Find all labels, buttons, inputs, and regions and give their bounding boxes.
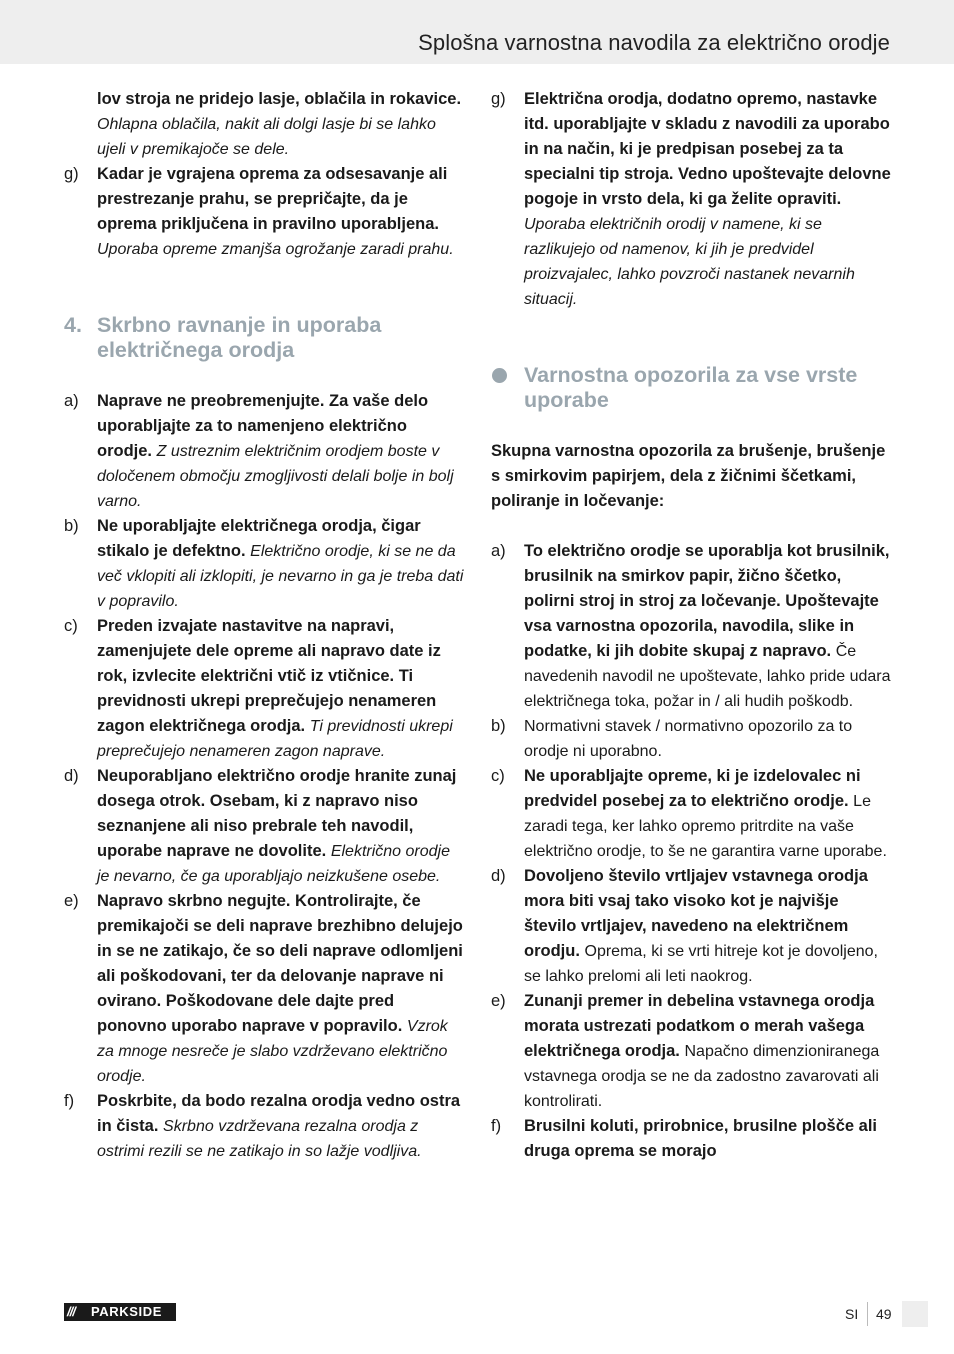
section-heading-general xyxy=(491,363,893,413)
list-item-continued xyxy=(64,87,464,162)
list-item-d xyxy=(64,764,464,889)
list-item-c xyxy=(491,764,893,864)
item-explanation: Z ustreznim električnim orodjem boste v določenem območju zmogljivosti delali bolje in bolj varno. xyxy=(97,443,454,510)
list-item-c xyxy=(64,614,464,764)
item-explanation: Električno orodje, ki se ne da več vklopiti ali izklopiti, je nevarno in ga je treba dati v popravilo. xyxy=(97,543,464,610)
item-label: e) xyxy=(64,892,79,910)
item-label: a) xyxy=(64,392,79,410)
lead-paragraph: Skupna varnostna opozorila za brušenje, brušenje s smirkovim papirjem, dela z žičnimi ščetkami, poliranje in ločevanje: xyxy=(491,442,886,510)
section-title: Skrbno ravnanje in uporaba električnega orodja xyxy=(97,313,382,362)
item-explanation: Uporaba opreme zmanjša ogrožanje zaradi prahu. xyxy=(97,241,454,258)
item-bold-text: To električno orodje se uporablja kot brusilnik, brusilnik na smirkov papir, žično ščetko, polirni stroj in stroj za ločevanje. Upoštevajte vsa varnostna opozorila, navodila, slike in podatke, ki jih dobite skupaj z napravo. xyxy=(524,542,890,660)
item-label: b) xyxy=(491,717,506,735)
list-item-e xyxy=(491,989,893,1114)
item-label: a) xyxy=(491,542,506,560)
list-item-f xyxy=(491,1114,893,1164)
list-item-a xyxy=(491,539,893,714)
list-item-d xyxy=(491,864,893,989)
item-label: d) xyxy=(64,767,79,785)
item-explanation: Ohlapna oblačila, nakit ali dolgi lasje bi se lahko ujeli v premikajoče se dele. xyxy=(97,116,436,158)
item-label: d) xyxy=(491,867,506,885)
item-explanation: Napačno dimenzioniranega vstavnega orodja se ne da zadostno zavarovati ali kontrolirati. xyxy=(524,1043,880,1110)
logo-slashes-icon: /// xyxy=(67,1304,75,1319)
list-item-b xyxy=(64,514,464,614)
section-number: 4. xyxy=(64,313,82,337)
list-item-e xyxy=(64,889,464,1089)
item-bold-text: Kadar je vgrajena oprema za odsesavanje ali prestrezanje prahu, se prepričajte, da je oprema priključena in pravilno uporabljena. xyxy=(97,165,448,233)
item-label: c) xyxy=(491,767,505,785)
item-bold-text: Ne uporabljajte električnega orodja, čigar stikalo je defektno. xyxy=(97,517,421,560)
list-item-g xyxy=(491,87,893,312)
item-explanation: Električno orodje je nevarno, če ga uporabljajo neizkušene osebe. xyxy=(97,843,450,885)
item-bold-text: Električna orodja, dodatno opremo, nastavke itd. uporabljajte v skladu z navodili za uporabo in na način, ki je predpisan posebej za ta specialni tip stroja. Vedno upoštevajte delovne pogoje in vrsto dela, ki ga želite opraviti. xyxy=(524,90,891,208)
header-band xyxy=(0,0,954,64)
section-title: Varnostna opozorila za vse vrste uporabe xyxy=(524,363,858,412)
item-bold-text: Napravo skrbno negujte. Kontrolirajte, če premikajoči se deli naprave brezhibno delujejo in se ne zatikajo, če so deli naprave odlomljeni ali poškodovani, ter da delovanje naprave ni ovirano. Poškodovane dele dajte pred ponovno uporabo naprave v popravilo. xyxy=(97,892,463,1035)
item-label: c) xyxy=(64,617,78,635)
item-explanation: Vzrok za mnoge nesreče je slabo vzdrževano električno orodje. xyxy=(97,1018,448,1085)
parkside-logo xyxy=(64,1303,176,1321)
logo-text: PARKSIDE xyxy=(91,1304,163,1319)
footer-divider xyxy=(867,1302,868,1326)
general-warnings-list xyxy=(491,539,893,1164)
list-item-b xyxy=(491,714,893,764)
item-bold-text: Brusilni koluti, prirobnice, brusilne plošče ali druga oprema se morajo xyxy=(524,1117,877,1160)
list-item-a xyxy=(64,389,464,514)
item-label: e) xyxy=(491,992,506,1010)
section-4-list xyxy=(64,389,464,1164)
section-heading-4 xyxy=(64,313,464,363)
item-explanation: Ti previdnosti ukrepi preprečujejo nenameren zagon naprave. xyxy=(97,718,453,760)
list-item-g xyxy=(64,162,464,262)
item-label: g) xyxy=(491,90,506,108)
item-label: f) xyxy=(491,1117,502,1135)
left-column xyxy=(64,87,464,1164)
item-label: g) xyxy=(64,165,79,183)
list-item-f xyxy=(64,1089,464,1164)
footer-tab-marker xyxy=(902,1301,928,1327)
bullet-circle-icon xyxy=(492,368,507,383)
item-bold-text: Ne uporabljajte opreme, ki je izdelovalec ni predvidel posebej za to električno orodje. xyxy=(524,767,861,810)
item-label: f) xyxy=(64,1092,75,1110)
item-bold-text: Naprave ne preobremenjujte. Za vaše delo uporabljajte za to namenjeno električno orodje. xyxy=(97,392,429,460)
item-bold-text: lov stroja ne pridejo lasje, oblačila in rokavice. xyxy=(97,90,462,108)
item-bold-text: Preden izvajate nastavitve na napravi, zamenjujete dele opreme ali napravo date iz rok, izvlecite električni vtič iz vtičnice. Ti previdnosti ukrepi preprečujejo nenameren zagon električnega orodja. xyxy=(97,617,441,735)
item-label: b) xyxy=(64,517,79,535)
item-bold-text: Neuporabljano električno orodje hranite zunaj dosega otrok. Osebam, ki z napravo niso seznanjene ali niso prebrale teh navodil, uporabe naprave ne dovolite. xyxy=(97,767,457,860)
language-code: SI xyxy=(845,1306,859,1322)
page-header-title: Splošna varnostna navodila za električno orodje xyxy=(418,30,890,55)
item-bold-text: Poskrbite, da bodo rezalna orodja vedno ostra in čista. xyxy=(97,1092,461,1135)
item-explanation: Oprema, ki se vrti hitreje kot je dovoljeno, se lahko prelomi ali leti naokrog. xyxy=(524,943,878,985)
item-explanation: Normativni stavek / normativno opozorilo za to orodje ni uporabno. xyxy=(524,718,853,760)
item-bold-text: Zunanji premer in debelina vstavnega orodja morata ustrezati podatkom o merah vašega električnega orodja. xyxy=(524,992,875,1060)
item-explanation: Le zaradi tega, ker lahko opremo pritrdite na vaše električno orodje, to še ne garantira varne uporabe. xyxy=(524,793,887,860)
item-bold-text: Dovoljeno število vrtljajev vstavnega orodja mora biti vsaj tako visoko kot je najvišje število vrtljajev, navedeno na električnem orodju. xyxy=(524,867,868,960)
page-number: 49 xyxy=(876,1306,892,1322)
item-explanation: Skrbno vzdrževana rezalna orodja z ostrimi rezili se ne zatikajo in so lažje vodljiva. xyxy=(97,1118,422,1160)
right-column xyxy=(491,87,893,1164)
item-explanation: Če navedenih navodil ne upoštevate, lahko pride udara električnega toka, požar in / ali hudih poškodb. xyxy=(524,643,891,710)
item-explanation: Uporaba električnih orodij v namene, ki se razlikujejo od namenov, ki jih je predvidel proizvajalec, lahko povzroči nastanek nevarnih situacij. xyxy=(524,216,855,308)
